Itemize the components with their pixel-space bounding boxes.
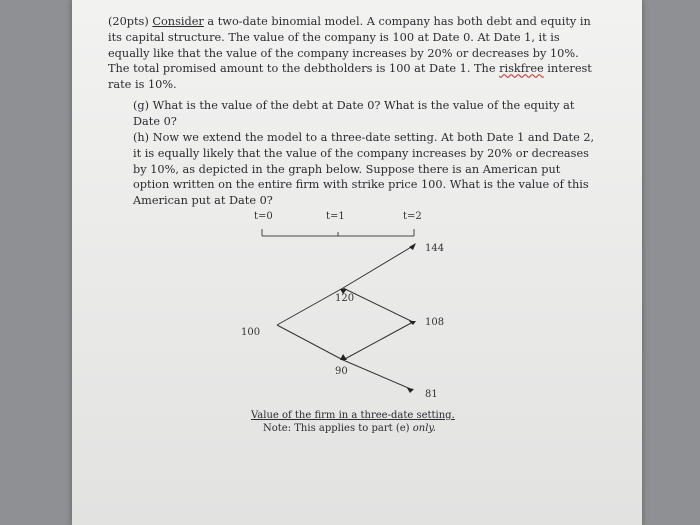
figure-caption <box>251 409 455 435</box>
timeline-t2: t=2 <box>403 211 422 222</box>
part-g-text: What is the value of the debt at Date 0? What is the value of the equity at Date 0? <box>133 99 575 128</box>
arrow-node-90 <box>340 354 347 360</box>
arrow-node-108 <box>409 321 416 325</box>
caption-note-text: Note: This applies to part (e) <box>263 423 413 434</box>
part-h-text: Now we extend the model to a three-date setting. At both Date 1 and Date 2, it is equally likely that the value of the company increases by 20% or decreases by 10%, as depicted in the graph below. Suppose there is an American put option written on the entire firm with strike price 100. What is the value of this American put at Date 0? <box>133 131 595 208</box>
branch-down-up <box>343 322 413 360</box>
caption-note <box>263 422 455 435</box>
branch-root-down <box>277 325 343 360</box>
timeline-t1: t=1 <box>326 211 345 222</box>
consider-word: Consider <box>152 15 204 28</box>
part-g-label: (g) <box>133 99 150 112</box>
node-upup: 144 <box>425 243 445 254</box>
node-down: 90 <box>335 366 348 377</box>
node-up: 120 <box>335 293 355 304</box>
node-updown: 108 <box>425 317 445 328</box>
node-downdown: 81 <box>425 389 438 400</box>
caption-title: Value of the firm in a three-date setting. <box>251 410 455 421</box>
timeline-t0: t=0 <box>254 211 273 222</box>
branch-root-up <box>277 288 343 325</box>
part-h-label: (h) <box>133 131 150 144</box>
node-root: 100 <box>241 327 261 338</box>
branch-up-up <box>343 246 413 288</box>
problem-points: (20pts) <box>108 15 149 28</box>
branch-down-down <box>343 360 413 390</box>
arrow-node-81 <box>407 388 414 393</box>
arrow-node-144 <box>409 243 416 250</box>
riskfree-word: riskfree <box>499 62 544 76</box>
caption-note-italic: only. <box>412 423 436 434</box>
problem-intro: a two-date binomial model. A company has both debt and equity in its capital structure. The value of the company is 100 at Date 0. At Date 1, it is equally like that the value of the company increases by 20% or decreases by 10%. The total promised amount to the debtholders is 100 at Date 1. The <box>108 15 591 76</box>
problem-tail: interest rate is 10%. <box>108 62 592 92</box>
